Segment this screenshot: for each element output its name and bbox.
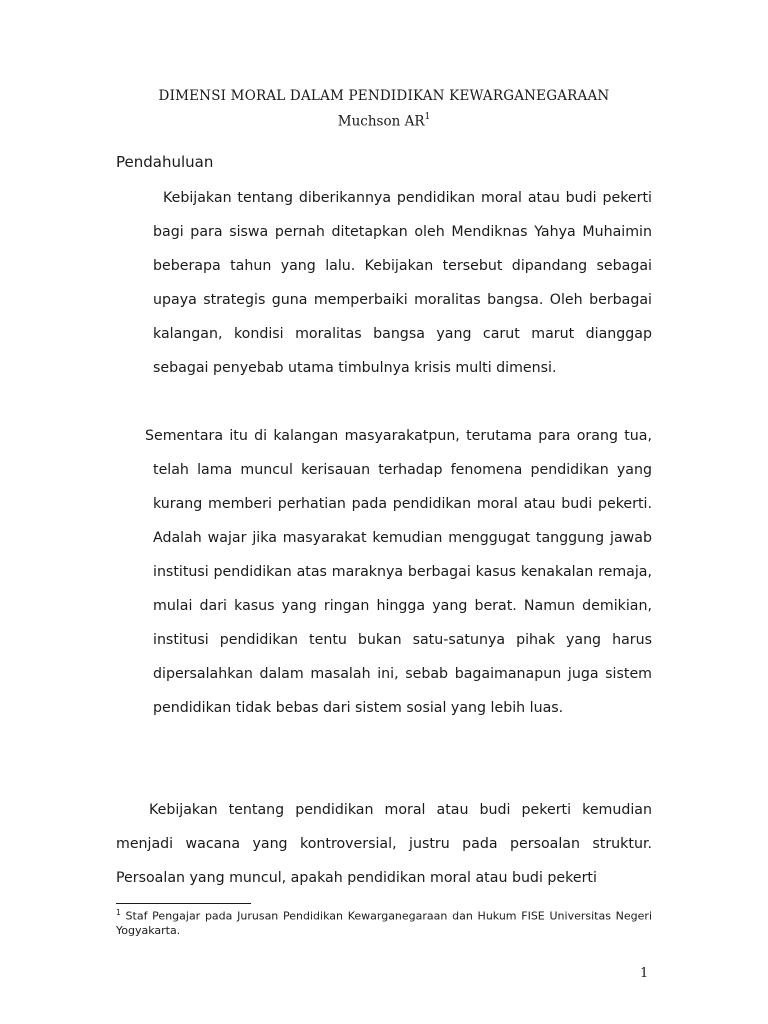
footnote-reference: 1 — [424, 112, 431, 122]
paragraph-1: Kebijakan tentang diberikannya pendidikan moral atau budi pekerti bagi para siswa pernah ditetapkan oleh Mendiknas Yahya Muhaimin beberapa tahun yang lalu. Kebijakan tersebut dipandang sebagai upaya strategis guna memperbaiki moralitas bangsa. Oleh berbagai kalangan, kondisi moralitas bangsa yang carut marut dianggap sebagai penyebab utama timbulnya krisis multi dimensi. — [153, 190, 652, 376]
page-number: 1 — [640, 966, 649, 981]
footnote-text: Staf Pengajar pada Jurusan Pendidikan Kewarganegaraan dan Hukum FISE Universitas Negeri Yogyakarta. — [116, 909, 653, 937]
section-heading: Pendahuluan — [116, 153, 214, 171]
document-title: DIMENSI MORAL DALAM PENDIDIKAN KEWARGANEGARAAN — [158, 88, 610, 104]
paragraph-2: Sementara itu di kalangan masyarakatpun, terutama para orang tua, telah lama muncul kerisauan terhadap fenomena pendidikan yang kurang memberi perhatian pada pendidikan moral atau budi pekerti. Adalah wajar jika masyarakat kemudian menggugat tanggung jawab institusi pendidikan atas maraknya berbagai kasus kenakalan remaja, mulai dari kasus yang ringan hingga yang berat. Namun demikian, institusi pendidikan tentu bukan satu-satunya pihak yang harus dipersalahkan dalam masalah ini, sebab bagaimanapun juga sistem pendidikan tidak bebas dari sistem sosial yang lebih luas. — [145, 428, 652, 716]
author-line — [0, 113, 768, 130]
footnote-separator — [116, 903, 251, 904]
author-name: Muchson AR — [337, 113, 425, 130]
footnote-marker: 1 — [116, 908, 121, 917]
paragraph-3: Kebijakan tentang pendidikan moral atau budi pekerti kemudian menjadi wacana yang kontroversial, justru pada persoalan struktur. Persoalan yang muncul, apakah pendidikan moral atau budi pekerti — [116, 802, 652, 886]
footnote — [116, 906, 652, 938]
